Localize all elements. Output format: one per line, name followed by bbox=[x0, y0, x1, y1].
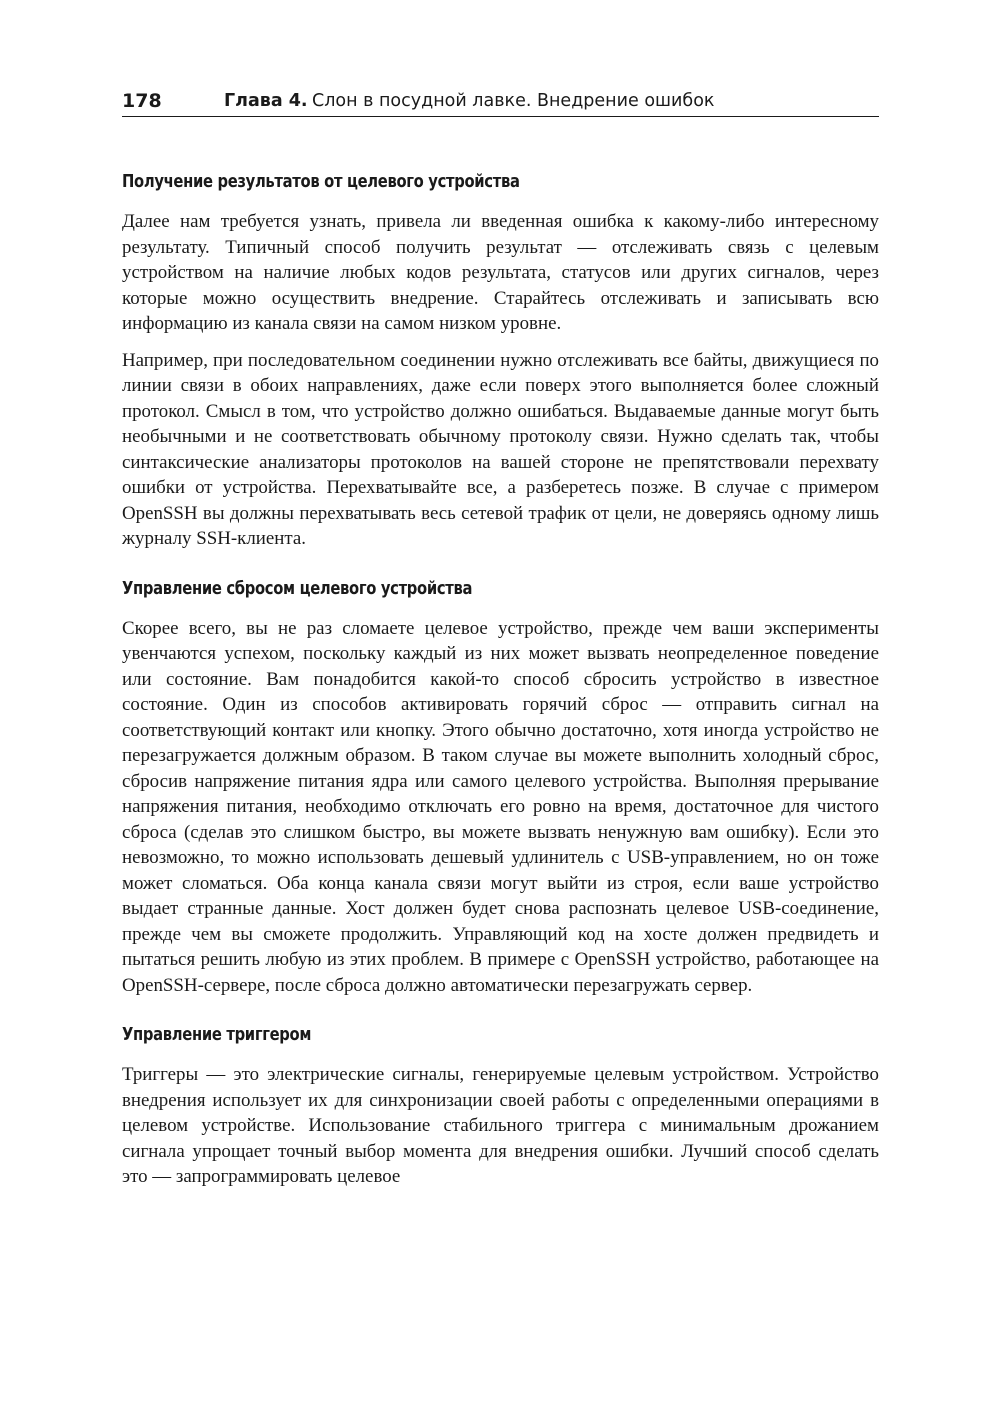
section-heading: Управление триггером bbox=[122, 1024, 312, 1045]
chapter-title: Слон в посудной лавке. Внедрение ошибок bbox=[312, 91, 715, 111]
page-body bbox=[122, 167, 879, 1190]
chapter-label: Глава 4. bbox=[224, 91, 308, 111]
paragraph: Например, при последовательном соединении нужно отслеживать все байты, движущиеся по линии связи в обоих направлениях, даже если поверх этого выполняется более сложный протокол. Смысл в том, что устройство должно ошибаться. Выдаваемые данные могут быть необычными и не соответствовать обычному протоколу связи. Нужно сделать так, чтобы синтаксические анализаторы протоколов на вашей стороне не препятствовали перехвату ошибки от устройства. Перехватывайте все, а разберетесь позже. В случае с примером OpenSSH вы должны перехватывать весь сетевой трафик от цели, не доверяясь одному лишь журналу SSH-клиента. bbox=[122, 349, 879, 549]
paragraph: Триггеры — это электрические сигналы, генерируемые целевым устройством. Устройство внедрения использует их для синхронизации своей работы с определенными операциями в целевом устройстве. Использование стабильного триггера с минимальным дрожанием сигнала упрощает точный выбор момента для внедрения ошибки. Лучший способ сделать это — запрограммировать целевое bbox=[122, 1064, 879, 1187]
section-results bbox=[122, 167, 879, 552]
section-reset bbox=[122, 574, 879, 999]
section-heading: Получение результатов от целевого устройства bbox=[122, 171, 520, 192]
page-number: 178 bbox=[122, 90, 162, 112]
paragraph: Скорее всего, вы не раз сломаете целевое устройство, прежде чем ваши эксперименты увенчаются успехом, поскольку каждый из них может вызвать неопределенное поведение или состояние. Вам понадобится какой-то способ сбросить устройство в известное состояние. Один из способов активировать горячий сброс — отправить сигнал на соответствующий контакт или кнопку. Этого обычно достаточно, хотя иногда устройство не перезагружается должным образом. В таком случае вы можете выполнить холодный сброс, сбросив напряжение питания ядра или самого целевого устройства. Выполняя прерывание напряжения питания, необходимо отключать его ровно на время, достаточное для чистого сброса (сделав это слишком быстро, вы можете вызвать ненужную вам ошибку). Если это невозможно, то можно использовать дешевый удлинитель с USB-управлением, но он тоже может сломаться. Оба конца канала связи могут выйти из строя, если ваше устройство выдает странные данные. Хост должен будет снова распознать целевое USB-соединение, прежде чем вы сможете продолжить. Управляющий код на хосте должен предвидеть и пытаться решить любую из этих проблем. В примере с OpenSSH устройство, работающее на OpenSSH-сервере, после сброса должно автоматически перезагружать сервер. bbox=[122, 617, 879, 996]
section-trigger bbox=[122, 1020, 879, 1190]
running-header bbox=[122, 86, 879, 117]
section-heading: Управление сбросом целевого устройства bbox=[122, 577, 473, 599]
paragraph: Далее нам требуется узнать, привела ли введенная ошибка к какому-либо интересному результату. Типичный способ получить результат — отслеживать связь с целевым устройством на наличие любых кодов результата, статусов или других сигналов, через которые можно осуществить внедрение. Старайтесь отслеживать и записывать всю информацию из канала связи на самом низком уровне. bbox=[122, 211, 879, 334]
